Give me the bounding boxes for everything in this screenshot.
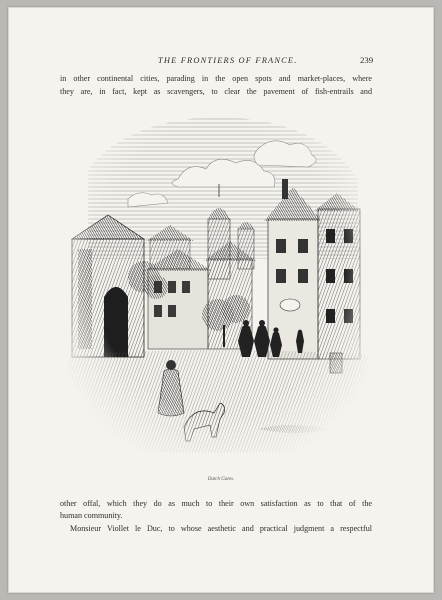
mount-mark: ·	[4, 590, 5, 594]
body-line: human community.	[60, 511, 123, 520]
body-line: they are, in fact, kept as scavengers, to clear the pavement of fish-entrails and	[60, 87, 372, 96]
body-line: Monsieur Viollet le Duc, to whose aesthetic and practical judgment a respectful	[70, 524, 372, 533]
engraved-illustration	[68, 109, 368, 459]
illustration-caption: Dutch Gates.	[207, 477, 235, 482]
page-number: 239	[360, 55, 374, 65]
book-page	[8, 7, 434, 593]
body-line: in other continental cities, parading in the open spots and market-places, where	[60, 74, 372, 83]
running-title: THE FRONTIERS OF FRANCE.	[158, 56, 298, 65]
body-line: other offal, which they do as much to their own satisfaction as to that of the	[60, 499, 372, 508]
vignette-fade	[68, 109, 368, 459]
